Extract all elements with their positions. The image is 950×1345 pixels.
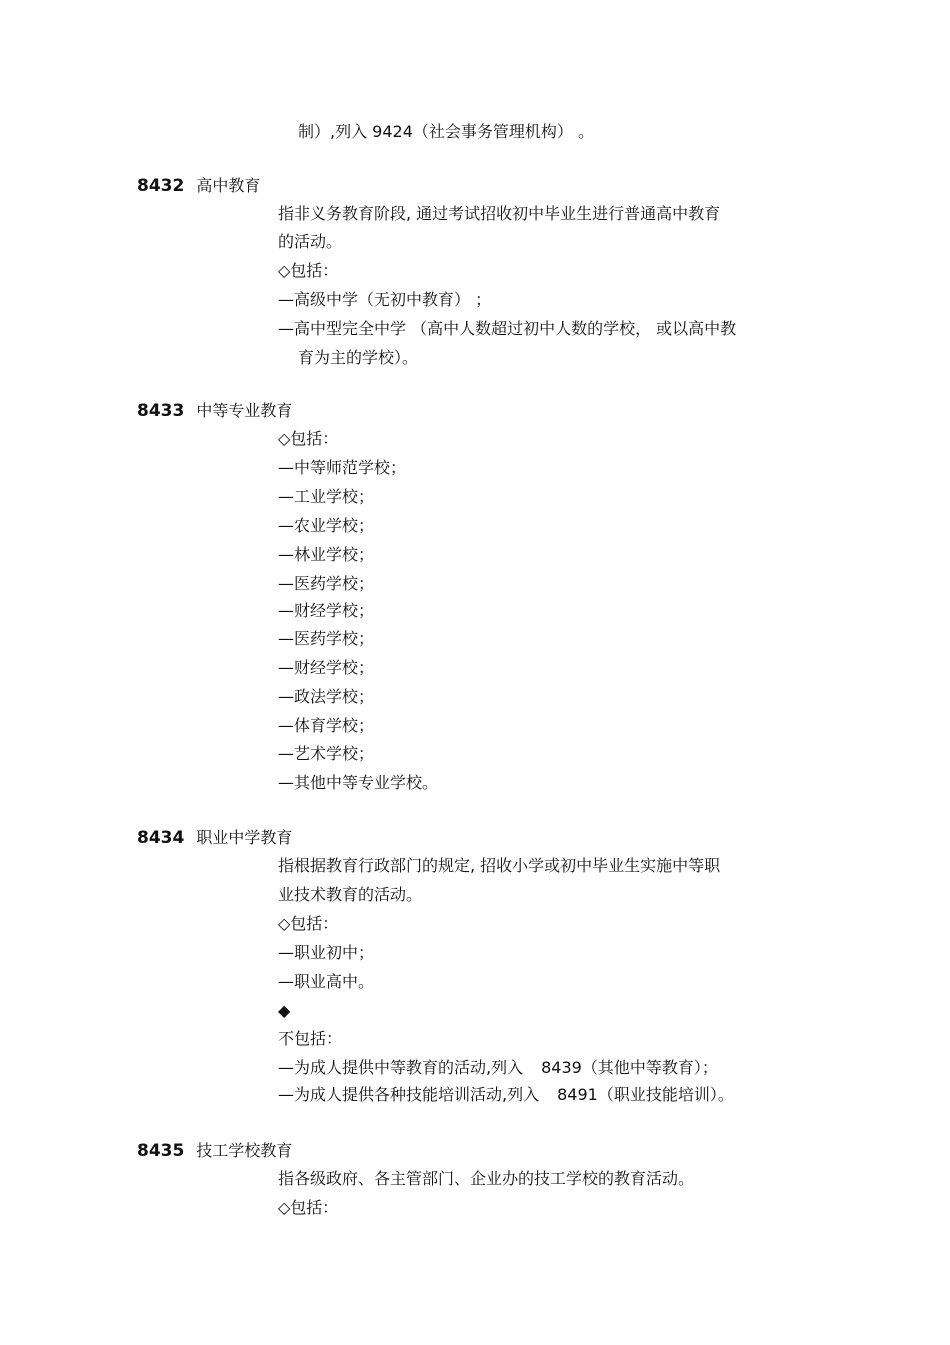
section-title: 职业中学教育 bbox=[196, 828, 293, 847]
section-title: 高中教育 bbox=[196, 176, 261, 195]
include-label: ◇包括： bbox=[278, 429, 339, 448]
section-desc-line: 业技术教育的活动。 bbox=[278, 885, 423, 904]
exclude-text: —为成人提供各种技能培训活动,列入 bbox=[278, 1085, 540, 1104]
section-desc-line: 指各级政府、各主管部门、企业办的技工学校的教育活动。 bbox=[278, 1169, 695, 1188]
include-item: —财经学校； bbox=[278, 601, 375, 620]
exclude-code: 8439 bbox=[541, 1058, 582, 1077]
section-code: 8432 bbox=[137, 176, 185, 196]
section-code: 8435 bbox=[137, 1141, 185, 1161]
include-item: —财经学校； bbox=[278, 658, 375, 677]
include-label: ◇包括： bbox=[278, 914, 339, 933]
exclude-code: 8491 bbox=[557, 1085, 598, 1104]
section-heading-8433 bbox=[137, 400, 292, 422]
exclude-rest: （职业技能培训）。 bbox=[597, 1085, 734, 1104]
include-item: —艺术学校； bbox=[278, 744, 375, 763]
include-item: —高中型完全中学 （高中人数超过初中人数的学校， 或以高中教 bbox=[278, 319, 737, 338]
include-item: —体育学校； bbox=[278, 716, 375, 735]
section-code: 8434 bbox=[137, 828, 185, 848]
include-item: —职业高中。 bbox=[278, 972, 375, 991]
include-item-continuation: 育为主的学校）。 bbox=[298, 348, 419, 367]
top-continuation: 制）,列入 9424（社会事务管理机构） 。 bbox=[298, 122, 594, 141]
include-item: —其他中等专业学校。 bbox=[278, 773, 439, 792]
section-desc-line: 指根据教育行政部门的规定, 招收小学或初中毕业生实施中等职 bbox=[278, 856, 721, 875]
include-item: —高级中学（无初中教育） ； bbox=[278, 290, 492, 309]
include-item: —工业学校； bbox=[278, 487, 375, 506]
include-item: —医药学校； bbox=[278, 574, 375, 593]
exclude-text: —为成人提供中等教育的活动,列入 bbox=[278, 1058, 524, 1077]
include-item: —职业初中； bbox=[278, 943, 375, 962]
include-item: —政法学校； bbox=[278, 687, 375, 706]
exclude-rest: （其他中等教育）； bbox=[581, 1058, 718, 1077]
section-code: 8433 bbox=[137, 401, 185, 421]
exclude-item bbox=[278, 1084, 734, 1106]
section-heading-8435 bbox=[137, 1140, 292, 1162]
include-item: —农业学校； bbox=[278, 516, 375, 535]
include-item: —医药学校； bbox=[278, 629, 375, 648]
section-desc-line: 的活动。 bbox=[278, 232, 343, 251]
exclude-label: 不包括： bbox=[278, 1029, 343, 1048]
exclude-item bbox=[278, 1057, 718, 1079]
include-item: —林业学校； bbox=[278, 545, 375, 564]
include-item: —中等师范学校； bbox=[278, 458, 407, 477]
include-label: ◇包括： bbox=[278, 1198, 339, 1217]
section-heading-8432 bbox=[137, 175, 260, 197]
section-heading-8434 bbox=[137, 827, 292, 849]
include-label: ◇包括： bbox=[278, 261, 339, 280]
section-desc-line: 指非义务教育阶段, 通过考试招收初中毕业生进行普通高中教育 bbox=[278, 204, 721, 223]
section-title: 技工学校教育 bbox=[196, 1141, 293, 1160]
exclude-symbol: ◆ bbox=[278, 1001, 291, 1020]
section-title: 中等专业教育 bbox=[196, 401, 293, 420]
